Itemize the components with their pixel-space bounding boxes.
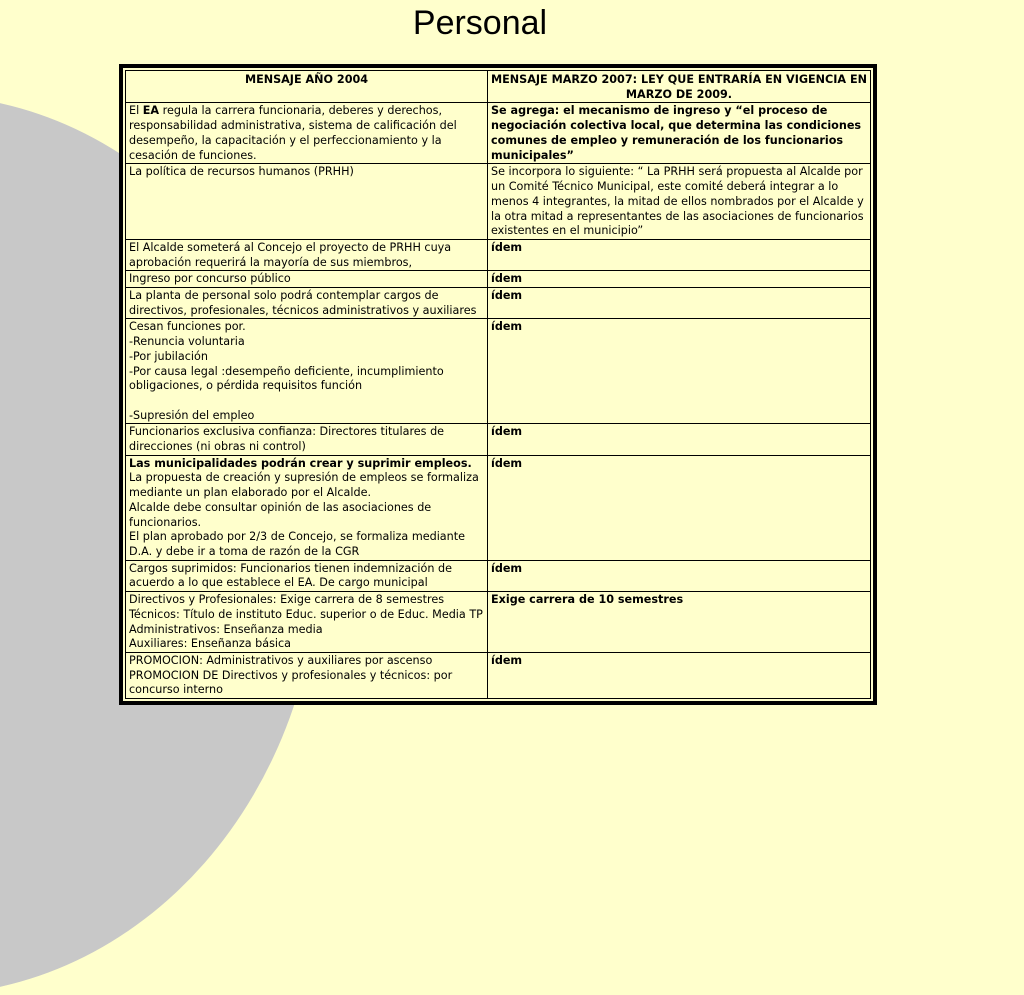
cell-right: ídem — [488, 319, 871, 424]
cell-right: ídem — [488, 652, 871, 698]
header-2004: MENSAJE AÑO 2004 — [126, 71, 488, 103]
cell-left: La planta de personal solo podrá contemplar cargos de directivos, profesionales, técnicos administrativos y auxiliares — [126, 288, 488, 319]
cell-right: Exige carrera de 10 semestres — [488, 592, 871, 653]
cell-right: Se incorpora lo siguiente: “ La PRHH será propuesta al Alcalde por un Comité Técnico Municipal, este comité deberá integrar a lo menos 4 integrantes, la mitad de ellos nombrados por el Alcalde y la otra mitad a representantes de las asociaciones de funcionarios existentes en el municipio” — [488, 164, 871, 240]
header-2007: MENSAJE MARZO 2007: LEY QUE ENTRARÍA EN VIGENCIA EN MARZO DE 2009. — [488, 71, 871, 103]
table-row — [126, 560, 871, 591]
cell-text: La propuesta de creación y supresión de empleos se formaliza mediante un plan elaborado por el Alcalde. Alcalde debe consultar opinión de las asociaciones de funcionarios. El plan aprobado por 2/3 de Concejo, se formaliza mediante D.A. y debe ir a toma de razón de la CGR — [129, 471, 479, 558]
cell-left: Cargos suprimidos: Funcionarios tienen indemnización de acuerdo a lo que establece el EA. De cargo municipal — [126, 560, 488, 591]
cell-right: ídem — [488, 271, 871, 288]
cell-left: PROMOCION: Administrativos y auxiliares por ascenso PROMOCION DE Directivos y profesionales y técnicos: por concurso interno — [126, 652, 488, 698]
cell-text-bold: EA — [142, 104, 160, 118]
cell-right: ídem — [488, 239, 871, 270]
cell-left — [126, 455, 488, 560]
cell-left — [126, 103, 488, 164]
table-row — [126, 592, 871, 653]
cell-right: ídem — [488, 455, 871, 560]
table-row — [126, 103, 871, 164]
page-title: Personal — [412, 4, 548, 42]
cell-left: Cesan funciones por. -Renuncia voluntaria -Por jubilación -Por causa legal :desempeño deficiente, incumplimiento obligaciones, o pérdida requisitos función -Supresión del empleo — [126, 319, 488, 424]
cell-text: El — [129, 104, 143, 118]
table-row — [126, 319, 871, 424]
comparison-table — [125, 70, 871, 699]
table-row — [126, 239, 871, 270]
cell-right: Se agrega: el mecanismo de ingreso y “el proceso de negociación colectiva local, que determina las condiciones comunes de empleo y remuneración de los funcionarios municipales” — [488, 103, 871, 164]
cell-right: ídem — [488, 560, 871, 591]
table-row — [126, 164, 871, 240]
comparison-table-frame — [119, 64, 877, 705]
cell-left: Ingreso por concurso público — [126, 271, 488, 288]
cell-right: ídem — [488, 288, 871, 319]
cell-left: Directivos y Profesionales: Exige carrera de 8 semestres Técnicos: Título de instituto Educ. superior o de Educ. Media TP Administrativos: Enseñanza media Auxiliares: Enseñanza básica — [126, 592, 488, 653]
cell-left: Funcionarios exclusiva confianza: Directores titulares de direcciones (ni obras ni control) — [126, 424, 488, 455]
table-row — [126, 652, 871, 698]
cell-text: regula la carrera funcionaria, deberes y derechos, responsabilidad administrativa, sistema de calificación del desempeño, la capacitación y el perfeccionamiento y la cesación de funciones. — [129, 104, 457, 162]
cell-left: El Alcalde someterá al Concejo el proyecto de PRHH cuya aprobación requerirá la mayoría de sus miembros, — [126, 239, 488, 270]
cell-text-bold: Las municipalidades podrán crear y suprimir empleos. — [129, 456, 472, 470]
cell-right: ídem — [488, 424, 871, 455]
table-row — [126, 455, 871, 560]
table-row — [126, 271, 871, 288]
table-row — [126, 424, 871, 455]
table-header-row — [126, 71, 871, 103]
table-row — [126, 288, 871, 319]
cell-left: La política de recursos humanos (PRHH) — [126, 164, 488, 240]
